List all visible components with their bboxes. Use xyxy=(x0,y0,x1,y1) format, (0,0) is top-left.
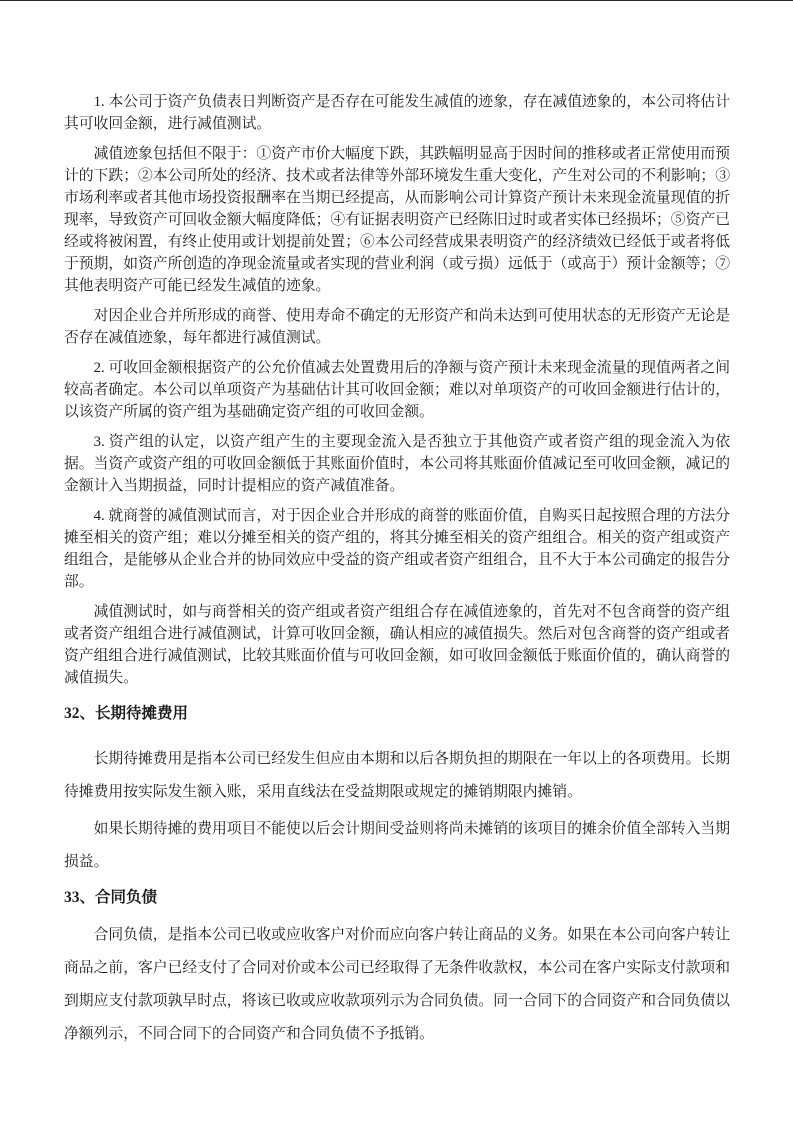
paragraph-impairment-indicators: 减值迹象包括但不限于：①资产市价大幅度下跌，其跌幅明显高于因时间的推移或者正常使用而预计的下跌；②本公司所处的经济、技术或者法律等外部环境发生重大变化，产生对公司的不利影响；③市场利率或者其他市场投资报酬率在当期已经提高，从而影响公司计算资产预计未来现金流量现值的折现率，导致资产可回收金额大幅度降低；④有证据表明资产已经陈旧过时或者实体已经损坏；⑤资产已经或将被闲置，有终止使用或计划提前处置；⑥本公司经营成果表明资产的经济绩效已经低于或者将低于预期，如资产所创造的净现金流量或者实现的营业利润（或亏损）远低于（或高于）预计金额等；⑦其他表明资产可能已经发生减值的迹象。 xyxy=(64,146,730,294)
paragraph-recoverable-amount: 2. 可收回金额根据资产的公允价值减去处置费用后的净额与资产预计未来现金流量的现值两者之间较高者确定。本公司以单项资产为基础估计其可收回金额；难以对单项资产的可收回金额进行估计的，以该资产所属的资产组为基础确定资产组的可收回金额。 xyxy=(64,360,730,420)
heading-long-term-deferred-expenses: 32、长期待摊费用 xyxy=(64,705,189,722)
paragraph-asset-group-determination: 3. 资产组的认定，以资产组产生的主要现金流入是否独立于其他资产或者资产组的现金流入为依据。当资产或资产组的可收回金额低于其账面价值时，本公司将其账面价值减记至可收回金额，减记的金额计入当期损益，同时计提相应的资产减值准备。 xyxy=(64,434,730,494)
paragraph-goodwill-annual-test: 对因企业合并所形成的商誉、使用寿命不确定的无形资产和尚未达到可使用状态的无形资产无论是否存在减值迹象，每年都进行减值测试。 xyxy=(64,308,730,346)
paragraph-goodwill-allocation: 4. 就商誉的减值测试而言，对于因企业合并形成的商誉的账面价值，自购买日起按照合理的方法分摊至相关的资产组；难以分摊至相关的资产组的，将其分摊至相关的资产组组合。相关的资产组或资产组组合，是能够从企业合并的协同效应中受益的资产组或者资产组组合，且不大于本公司确定的报告分部。 xyxy=(64,508,730,590)
paragraph-contract-liabilities-definition: 合同负债，是指本公司已收或应收客户对价而应向客户转让商品的义务。如果在本公司向客户转让商品之前，客户已经支付了合同对价或本公司已经取得了无条件收款权，本公司在客户实际支付款项和到期应支付款项孰早时点，将该已收或应收款项列示为合同负债。同一合同下的合同资产和合同负债以净额列示，不同合同下的合同资产和合同负债不予抵销。 xyxy=(64,927,730,1042)
paragraph-ltde-transfer: 如果长期待摊的费用项目不能使以后会计期间受益则将尚未摊销的该项目的摊余价值全部转入当期损益。 xyxy=(64,821,730,870)
paragraph-goodwill-impairment-test: 减值测试时，如与商誉相关的资产组或者资产组组合存在减值迹象的，首先对不包含商誉的资产组或者资产组组合进行减值测试，计算可收回金额，确认相应的减值损失。然后对包含商誉的资产组或者资产组组合进行减值测试，比较其账面价值与可收回金额，如可收回金额低于账面价值的，确认商誉的减值损失。 xyxy=(64,604,730,686)
page-content xyxy=(0,1,793,1123)
paragraph-ltde-definition: 长期待摊费用是指本公司已经发生但应由本期和以后各期负担的期限在一年以上的各项费用。长期待摊费用按实际发生额入账，采用直线法在受益期限或规定的摊销期限内摊销。 xyxy=(64,751,730,800)
paragraph-impairment-judgement: 1. 本公司于资产负债表日判断资产是否存在可能发生减值的迹象，存在减值迹象的，本公司将估计其可收回金额，进行减值测试。 xyxy=(64,94,730,132)
heading-contract-liabilities: 33、合同负债 xyxy=(64,889,158,906)
